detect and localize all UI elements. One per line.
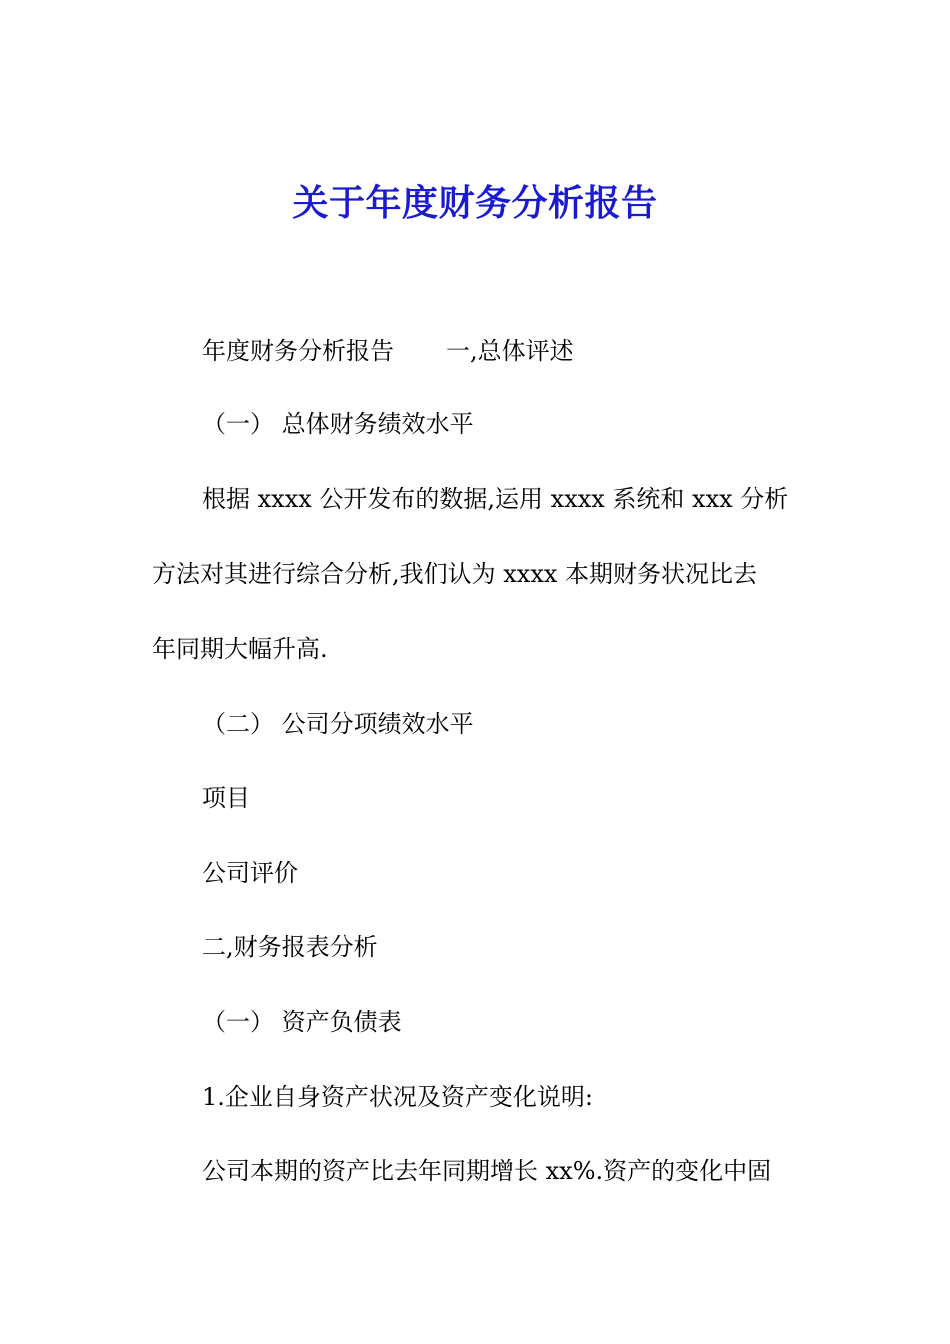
- document-title: 关于年度财务分析报告: [292, 182, 658, 224]
- section-heading-balance-sheet: （一） 资产负债表: [202, 1008, 402, 1036]
- item-label-evaluation: 公司评价: [202, 859, 298, 887]
- intro-line: [202, 333, 574, 369]
- point-heading-asset-status: 1.企业自身资产状况及资产变化说明:: [202, 1083, 593, 1111]
- section-heading-item-performance: （二） 公司分项绩效水平: [202, 710, 474, 738]
- paragraph-line: 公司本期的资产比去年同期增长 xx%.资产的变化中固: [202, 1157, 772, 1185]
- report-name: 年度财务分析报告: [202, 337, 394, 365]
- paragraph-line: 方法对其进行综合分析,我们认为 xxxx 本期财务状况比去: [152, 560, 758, 588]
- overview-heading: 一,总体评述: [446, 337, 574, 365]
- section-heading-overall-performance: （一） 总体财务绩效水平: [202, 410, 474, 438]
- paragraph-line: 根据 xxxx 公开发布的数据,运用 xxxx 系统和 xxx 分析: [202, 485, 789, 513]
- item-label-project: 项目: [202, 784, 250, 812]
- paragraph-line: 年同期大幅升高.: [152, 635, 328, 663]
- heading-financial-statement-analysis: 二,财务报表分析: [202, 933, 378, 961]
